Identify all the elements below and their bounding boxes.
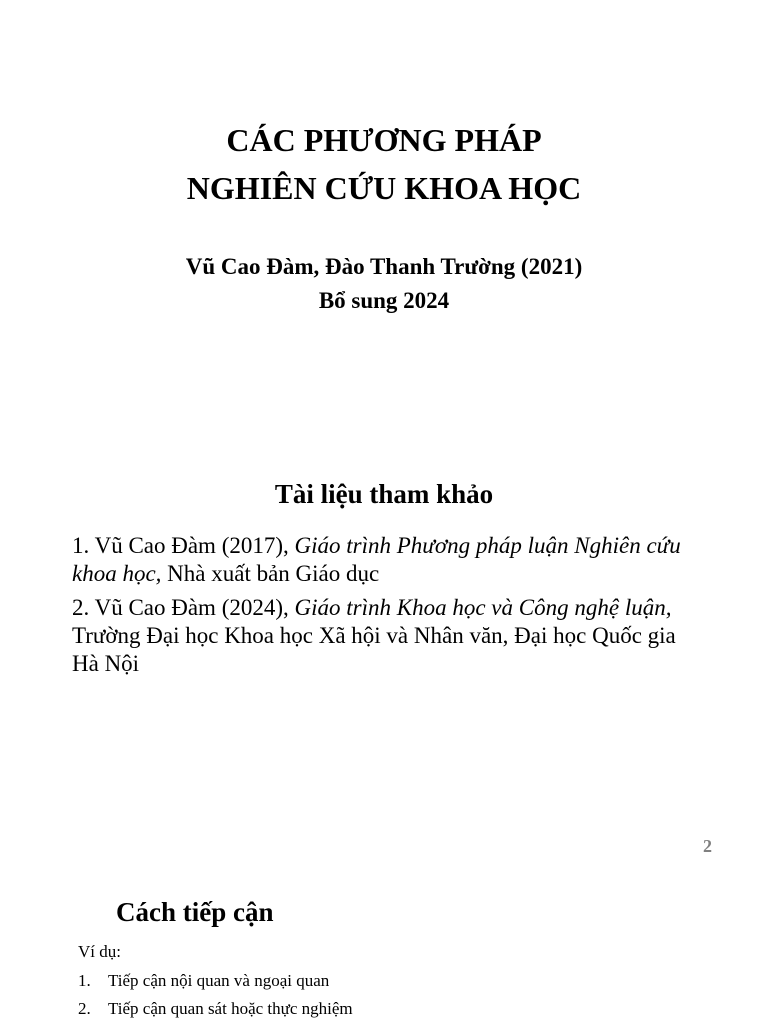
reference-list <box>72 532 702 684</box>
author-block <box>0 250 768 318</box>
slide-approach <box>0 870 768 1024</box>
reference-title: Giáo trình Khoa học và Công nghệ luận, <box>294 595 672 620</box>
slide-references <box>0 470 768 870</box>
list-item <box>78 995 353 1023</box>
references-heading: Tài liệu tham khảo <box>274 479 494 509</box>
list-item <box>78 967 353 995</box>
title-line-1: CÁC PHƯƠNG PHÁP <box>226 122 542 158</box>
page-title <box>0 116 768 212</box>
reference-item <box>72 594 702 678</box>
reference-suffix: Nhà xuất bản Giáo dục <box>161 561 380 586</box>
reference-item <box>72 532 702 588</box>
list-number: 2. <box>78 999 91 1018</box>
title-line-2: NGHIÊN CỨU KHOA HỌC <box>186 170 582 206</box>
approach-heading: Cách tiếp cận <box>116 897 274 927</box>
reference-prefix: 1. Vũ Cao Đàm (2017), <box>72 533 295 558</box>
list-text: Tiếp cận quan sát hoặc thực nghiệm <box>108 999 353 1018</box>
reference-prefix: 2. Vũ Cao Đàm (2024), <box>72 595 295 620</box>
reference-title: Giáo trình Phương pháp luận Nghiên cứu khoa học, <box>72 533 681 586</box>
approach-list <box>78 967 353 1023</box>
reference-suffix: Trường Đại học Khoa học Xã hội và Nhân văn, Đại học Quốc gia Hà Nội <box>72 623 676 676</box>
page-number: 2 <box>703 836 712 856</box>
list-number: 1. <box>78 971 91 990</box>
supplement-line: Bổ sung 2024 <box>318 288 450 313</box>
slide-title <box>0 0 768 470</box>
authors-line: Vũ Cao Đàm, Đào Thanh Trường (2021) <box>185 254 583 279</box>
list-text: Tiếp cận nội quan và ngoại quan <box>108 971 330 990</box>
example-label: Ví dụ: <box>78 942 121 961</box>
